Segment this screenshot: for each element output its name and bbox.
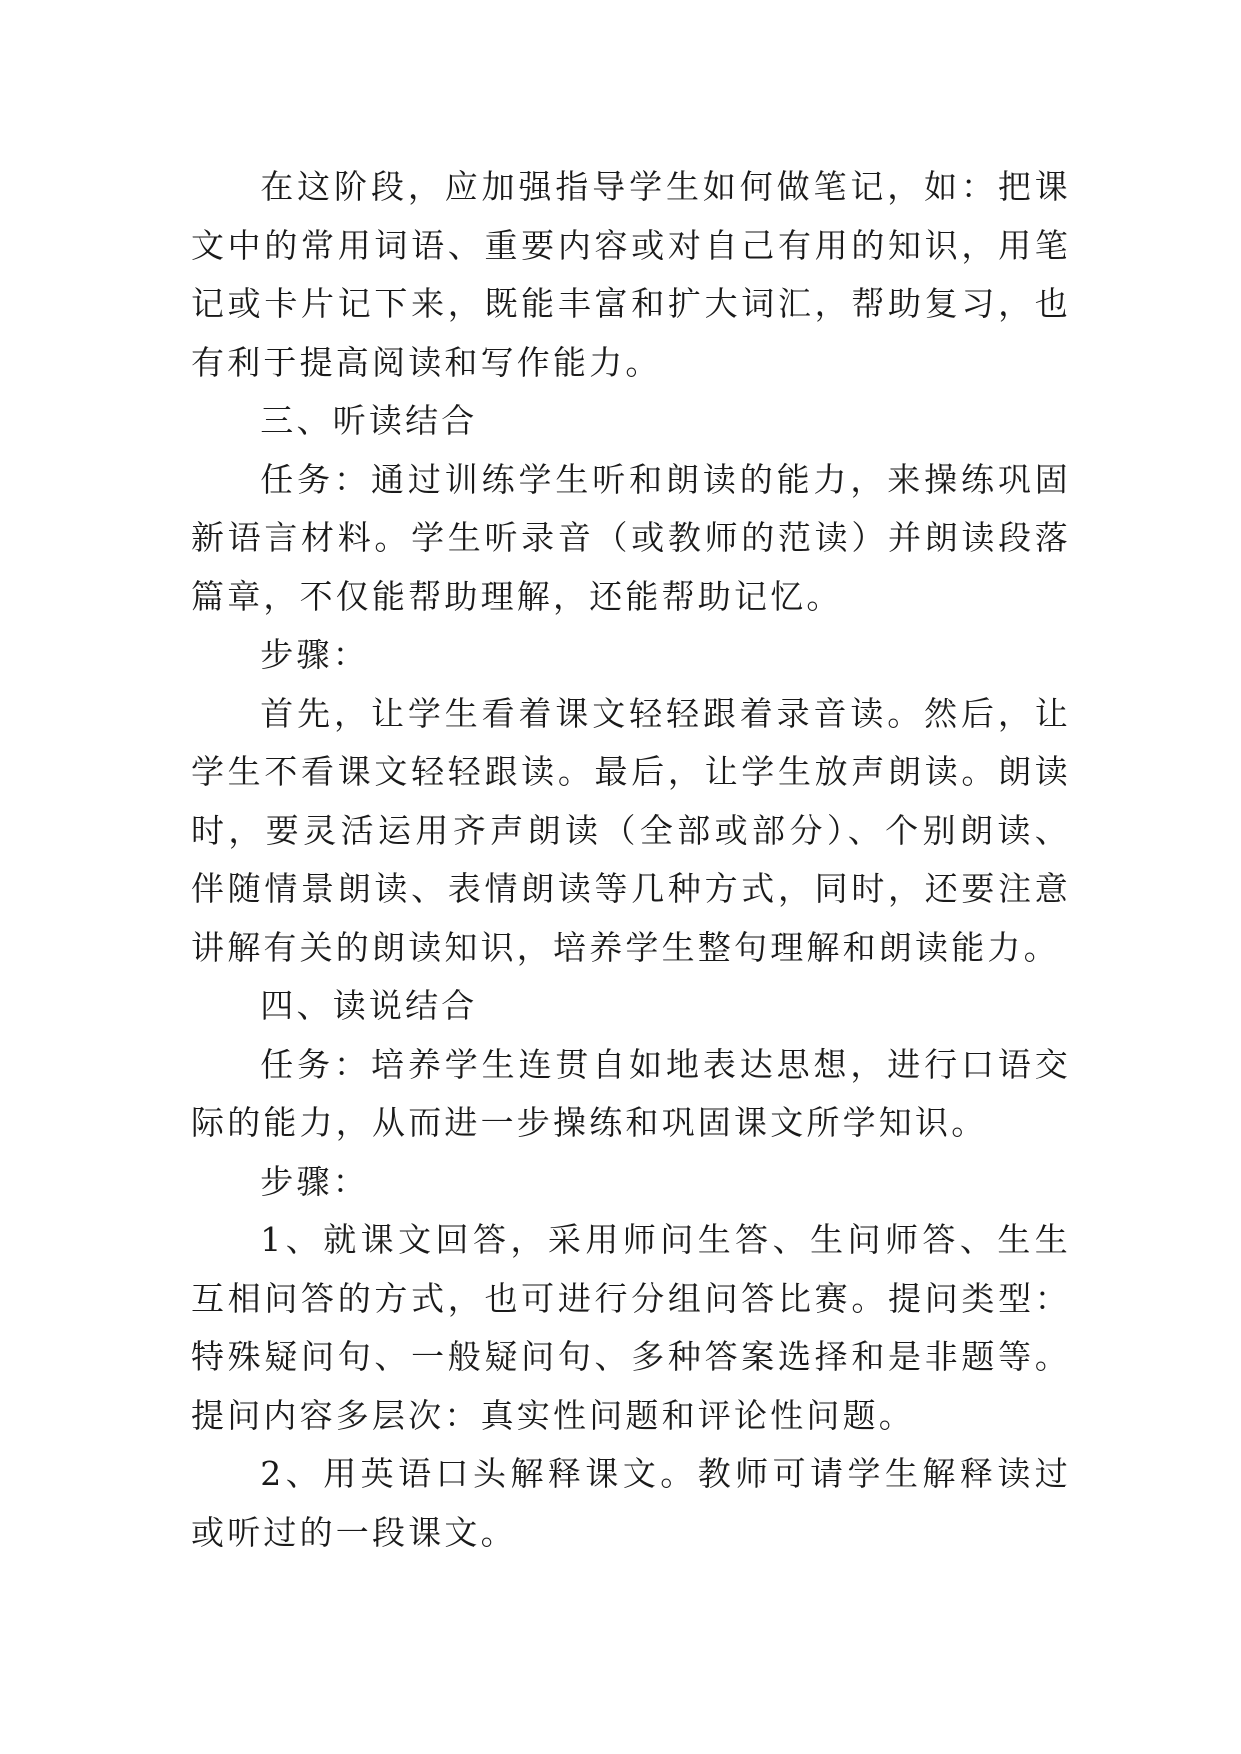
- paragraph-note-taking: 在这阶段，应加强指导学生如何做笔记，如：把课文中的常用词语、重要内容或对自己有用的知识，用笔记或卡片记下来，既能丰富和扩大词汇，帮助复习，也有利于提高阅读和写作能力。: [191, 167, 1071, 382]
- steps-label-1: 步骤：: [260, 635, 369, 674]
- paragraph-step-1: 1、就课文回答，采用师问生答、生问师答、生生互相问答的方式，也可进行分组问答比赛。提问类型：特殊疑问句、一般疑问句、多种答案选择和是非题等。提问内容多层次：真实性问题和评论性问题。: [191, 1220, 1071, 1435]
- steps-label-2: 步骤：: [260, 1161, 369, 1201]
- paragraph-step-2: 2、用英语口头解释课文。教师可请学生解释读过或听过的一段课文。: [191, 1454, 1071, 1552]
- paragraph-reading-steps: 首先，让学生看着课文轻轻跟着录音读。然后，让学生不看课文轻轻跟读。最后，让学生放声朗读。朗读时，要灵活运用齐声朗读（全部或部分）、个别朗读、伴随情景朗读、表情朗读等几种方式，同时，还要注意讲解有关的朗读知识，培养学生整句理解和朗读能力。: [191, 693, 1071, 967]
- paragraph-listening-task: 任务：通过训练学生听和朗读的能力，来操练巩固新语言材料。学生听录音（或教师的范读）并朗读段落篇章，不仅能帮助理解，还能帮助记忆。: [191, 459, 1071, 616]
- heading-listening-reading: 三、听读结合: [260, 401, 478, 440]
- document-body: [191, 158, 1071, 1562]
- heading-reading-speaking: 四、读说结合: [260, 986, 478, 1025]
- paragraph-speaking-task: 任务：培养学生连贯自如地表达思想，进行口语交际的能力，从而进一步操练和巩固课文所学知识。: [191, 1044, 1071, 1142]
